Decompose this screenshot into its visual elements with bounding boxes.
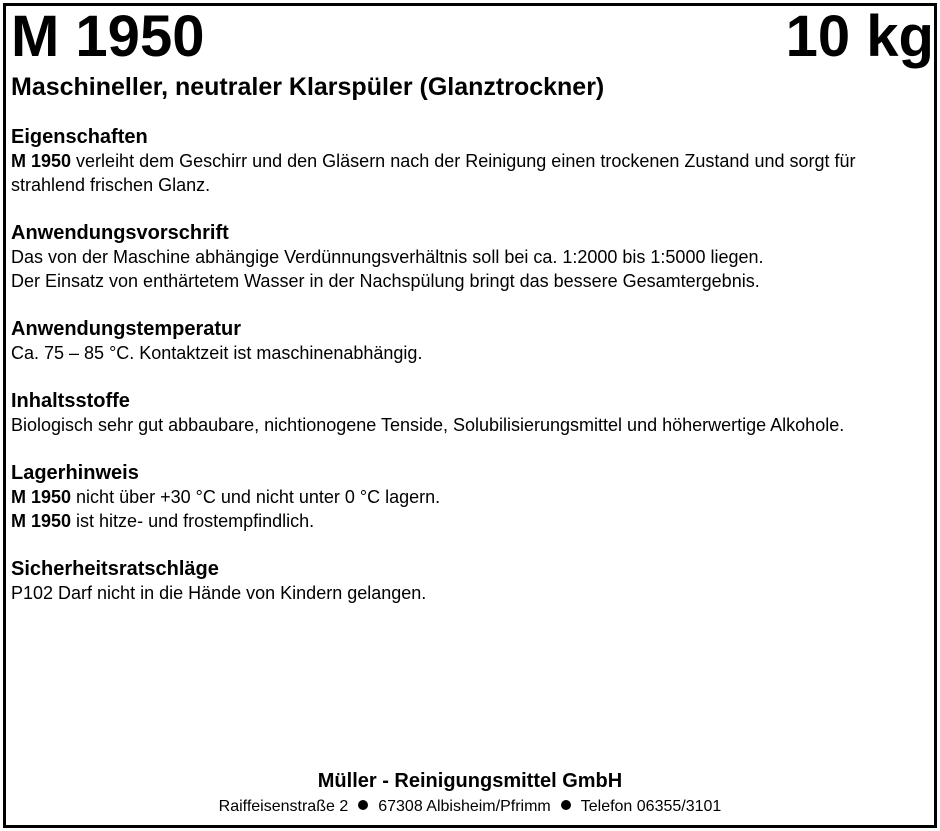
section-heading: Sicherheitsratschläge	[11, 558, 219, 580]
section-heading: Inhaltsstoffe	[11, 390, 130, 412]
header	[11, 2, 934, 72]
text: nicht über +30 °C und nicht unter 0 °C lagern.	[71, 487, 441, 507]
product-subtitle: Maschineller, neutraler Klarspüler (Glanztrockner)	[11, 73, 605, 101]
section-inhaltsstoffe	[11, 389, 934, 437]
content	[11, 125, 934, 629]
company-address	[0, 796, 940, 818]
section-text: P102 Darf nicht in die Hände von Kindern gelangen.	[11, 583, 427, 603]
section-eigenschaften	[11, 125, 934, 197]
section-heading: Eigenschaften	[11, 126, 148, 148]
section-lagerhinweis	[11, 461, 934, 533]
section-heading: Anwendungstemperatur	[11, 318, 242, 340]
text: ist hitze- und frostempfindlich.	[71, 511, 315, 531]
section-heading: Lagerhinweis	[11, 462, 139, 484]
city: 67308 Albisheim/Pfrimm	[378, 798, 551, 815]
section-sicherheitsratschlaege	[11, 557, 934, 605]
section-text-line1	[11, 485, 934, 509]
section-text: Ca. 75 – 85 °C. Kontaktzeit ist maschinenabhängig.	[11, 343, 423, 363]
bullet-icon	[358, 800, 368, 810]
product-ref: M 1950	[11, 487, 72, 507]
street: Raiffeisenstraße 2	[218, 798, 349, 815]
product-ref: M 1950	[11, 151, 72, 171]
section-text: Biologisch sehr gut abbaubare, nichtionogene Tenside, Solubilisierungsmittel und höherwertige Alkohole.	[11, 415, 845, 435]
section-heading: Anwendungsvorschrift	[11, 222, 229, 244]
text: verleiht dem Geschirr und den Gläsern nach der Reinigung einen trockenen Zustand und sorgt für strahlend frischen Glanz.	[11, 151, 856, 195]
product-ref: M 1950	[11, 511, 72, 531]
section-text-line1: Das von der Maschine abhängige Verdünnungsverhältnis soll bei ca. 1:2000 bis 1:5000 liegen.	[11, 247, 764, 267]
section-text	[11, 149, 934, 197]
section-text-line2: Der Einsatz von enthärtetem Wasser in der Nachspülung bringt das bessere Gesamtergebnis.	[11, 271, 760, 291]
section-anwendungstemperatur	[11, 317, 934, 365]
section-text-line2	[11, 509, 934, 533]
company-name: Müller - Reinigungsmittel GmbH	[317, 770, 623, 792]
product-code: M 1950	[11, 4, 205, 69]
phone: Telefon 06355/3101	[580, 798, 722, 815]
product-weight: 10 kg	[785, 4, 934, 69]
section-anwendungsvorschrift	[11, 221, 934, 293]
footer	[0, 768, 940, 818]
bullet-icon	[561, 800, 571, 810]
